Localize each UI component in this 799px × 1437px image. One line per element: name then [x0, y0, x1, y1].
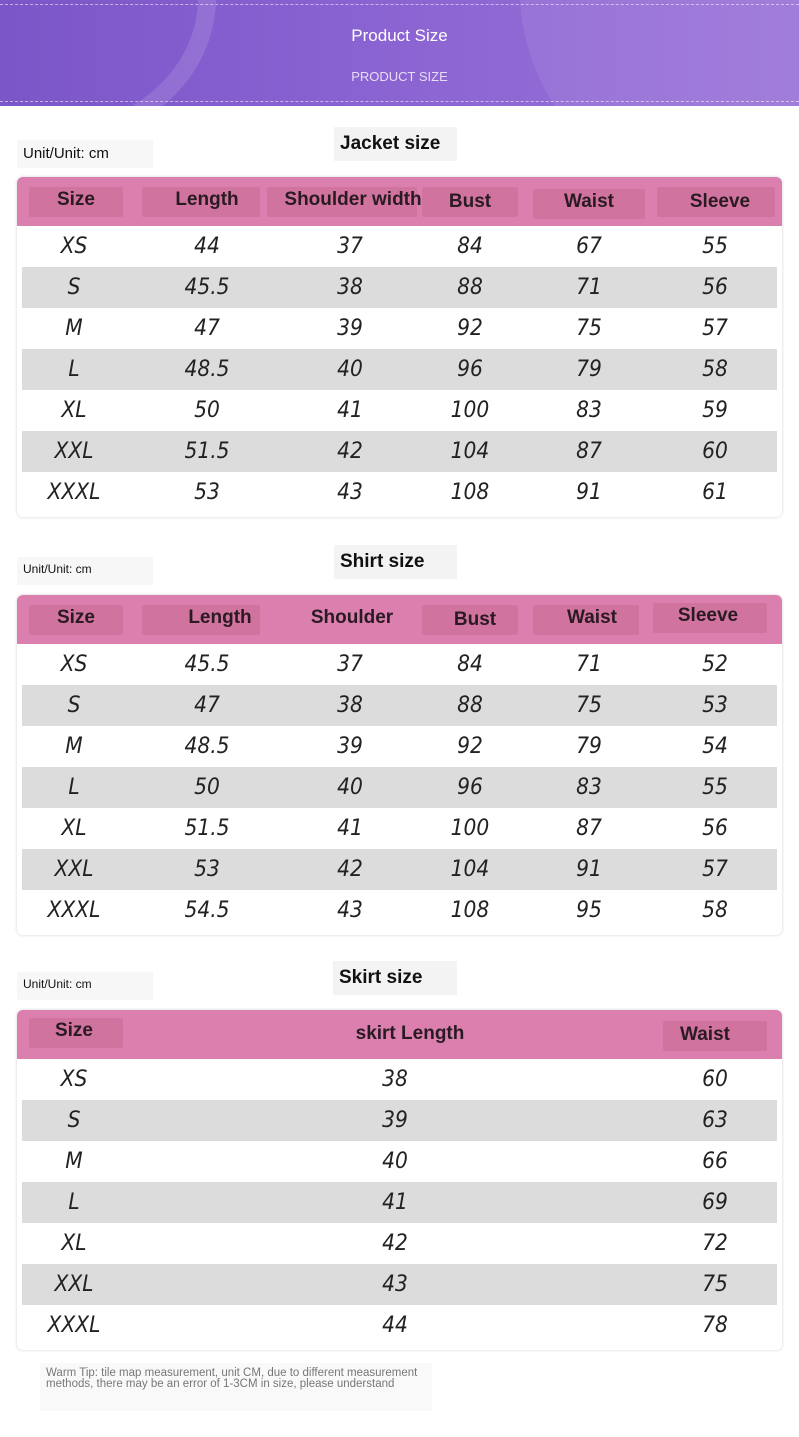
jacket-size-title: Jacket size: [334, 127, 457, 161]
jacket-size-table: [17, 177, 782, 517]
cell-bust: 84: [457, 234, 483, 259]
table-row: [22, 1182, 777, 1223]
header-length: Length: [175, 189, 239, 210]
cell-bust: 104: [450, 857, 490, 882]
cell-bust: 84: [457, 652, 483, 677]
cell-waist: 78: [702, 1313, 728, 1338]
cell-waist: 69: [702, 1190, 728, 1215]
cell-bust: 108: [450, 480, 490, 505]
cell-shoulder: 41: [337, 816, 363, 841]
cell-sleeve: 57: [702, 857, 728, 882]
cell-skirt-length: 42: [382, 1231, 408, 1256]
cell-waist: 87: [576, 439, 602, 464]
cell-skirt-length: 44: [382, 1313, 408, 1338]
cell-size: M: [65, 316, 83, 341]
cell-skirt-length: 38: [382, 1067, 408, 1092]
table-row: [22, 849, 777, 890]
cell-bust: 100: [450, 398, 490, 423]
cell-sleeve: 61: [702, 480, 728, 505]
cell-size: XL: [61, 816, 87, 841]
cell-size: L: [68, 775, 80, 800]
banner-decoration: [0, 0, 216, 106]
cell-size: XXXL: [47, 480, 101, 505]
cell-shoulder: 42: [337, 857, 363, 882]
cell-bust: 100: [450, 816, 490, 841]
cell-shoulder: 39: [337, 316, 363, 341]
cell-shoulder: 40: [337, 357, 363, 382]
header-size: Size: [56, 189, 96, 210]
cell-size: XS: [60, 234, 88, 259]
shirt-size-title: Shirt size: [334, 545, 457, 579]
table-row: [17, 890, 782, 931]
cell-size: L: [68, 357, 80, 382]
cell-waist: 83: [576, 775, 602, 800]
cell-shoulder: 38: [337, 275, 363, 300]
cell-waist: 79: [576, 357, 602, 382]
banner-dashed-border: [0, 101, 799, 102]
cell-waist: 87: [576, 816, 602, 841]
table-row: [17, 308, 782, 349]
warm-tip-note: Warm Tip: tile map measurement, unit CM, due to different measurement methods, there may be an error of 1-3CM in size, please understand: [40, 1363, 432, 1411]
header-sleeve: Sleeve: [689, 191, 751, 212]
cell-shoulder: 43: [337, 480, 363, 505]
cell-length: 53: [194, 480, 220, 505]
cell-shoulder: 42: [337, 439, 363, 464]
cell-waist: 66: [702, 1149, 728, 1174]
table-row: [22, 349, 777, 390]
cell-shoulder: 37: [337, 652, 363, 677]
table-row: [22, 1100, 777, 1141]
banner-decoration: [520, 0, 799, 106]
table-header: [17, 595, 782, 644]
cell-waist: 79: [576, 734, 602, 759]
cell-length: 50: [194, 398, 220, 423]
cell-shoulder: 43: [337, 898, 363, 923]
shirt-size-table: [17, 595, 782, 935]
header-sleeve: Sleeve: [677, 605, 739, 626]
cell-sleeve: 58: [702, 898, 728, 923]
cell-length: 53: [194, 857, 220, 882]
cell-sleeve: 59: [702, 398, 728, 423]
product-size-banner: [0, 0, 799, 106]
table-row: [17, 390, 782, 431]
cell-waist: 91: [576, 857, 602, 882]
cell-sleeve: 60: [702, 439, 728, 464]
cell-size: XXL: [54, 439, 94, 464]
cell-size: XL: [61, 398, 87, 423]
cell-skirt-length: 40: [382, 1149, 408, 1174]
cell-bust: 108: [450, 898, 490, 923]
table-row: [17, 1305, 782, 1346]
table-row: [22, 267, 777, 308]
header-size: Size: [56, 607, 96, 628]
cell-length: 47: [194, 316, 220, 341]
skirt-size-title: Skirt size: [333, 961, 457, 995]
cell-shoulder: 41: [337, 398, 363, 423]
cell-waist: 91: [576, 480, 602, 505]
table-row: [17, 726, 782, 767]
cell-size: S: [67, 693, 81, 718]
cell-bust: 88: [457, 275, 483, 300]
cell-size: L: [68, 1190, 80, 1215]
skirt-size-table: [17, 1010, 782, 1350]
cell-size: M: [65, 734, 83, 759]
cell-waist: 67: [576, 234, 602, 259]
cell-size: XL: [61, 1231, 87, 1256]
cell-length: 45.5: [184, 275, 230, 300]
cell-shoulder: 39: [337, 734, 363, 759]
cell-skirt-length: 39: [382, 1108, 408, 1133]
cell-waist: 71: [576, 652, 602, 677]
header-shoulder-width: Shoulder width: [284, 189, 422, 210]
table-header: [17, 177, 782, 226]
jacket-unit-label: Unit/Unit: cm: [17, 140, 153, 168]
cell-waist: 83: [576, 398, 602, 423]
cell-length: 50: [194, 775, 220, 800]
cell-shoulder: 38: [337, 693, 363, 718]
header-length: Length: [188, 607, 252, 628]
cell-sleeve: 52: [702, 652, 728, 677]
cell-bust: 88: [457, 693, 483, 718]
table-row: [17, 644, 782, 685]
cell-length: 51.5: [184, 439, 230, 464]
table-row: [22, 685, 777, 726]
cell-waist: 75: [702, 1272, 728, 1297]
cell-skirt-length: 41: [382, 1190, 408, 1215]
cell-sleeve: 58: [702, 357, 728, 382]
header-waist: Waist: [680, 1024, 730, 1045]
table-header: [17, 1010, 782, 1059]
header-waist: Waist: [567, 607, 617, 628]
cell-sleeve: 54: [702, 734, 728, 759]
cell-length: 44: [194, 234, 220, 259]
cell-length: 51.5: [184, 816, 230, 841]
cell-size: S: [67, 1108, 81, 1133]
table-row: [17, 226, 782, 267]
cell-size: XXL: [54, 1272, 94, 1297]
cell-shoulder: 37: [337, 234, 363, 259]
cell-waist: 75: [576, 693, 602, 718]
table-row: [22, 767, 777, 808]
header-bust: Bust: [453, 609, 497, 630]
cell-sleeve: 56: [702, 816, 728, 841]
cell-length: 47: [194, 693, 220, 718]
cell-size: XS: [60, 1067, 88, 1092]
table-row: [17, 1141, 782, 1182]
cell-waist: 71: [576, 275, 602, 300]
header-size: Size: [54, 1020, 94, 1041]
table-row: [22, 1264, 777, 1305]
banner-title: Product Size: [351, 26, 448, 45]
skirt-unit-label: Unit/Unit: cm: [17, 972, 153, 1000]
cell-sleeve: 55: [702, 234, 728, 259]
cell-size: S: [67, 275, 81, 300]
cell-waist: 72: [702, 1231, 728, 1256]
table-row: [17, 808, 782, 849]
cell-skirt-length: 43: [382, 1272, 408, 1297]
cell-size: XXL: [54, 857, 94, 882]
table-row: [17, 1223, 782, 1264]
cell-shoulder: 40: [337, 775, 363, 800]
cell-size: XS: [60, 652, 88, 677]
cell-bust: 96: [457, 357, 483, 382]
cell-length: 45.5: [184, 652, 230, 677]
cell-bust: 92: [457, 734, 483, 759]
cell-size: M: [65, 1149, 83, 1174]
header-skirt-length: skirt Length: [355, 1023, 465, 1044]
shirt-unit-label: Unit/Unit: cm: [17, 557, 153, 585]
table-row: [17, 472, 782, 513]
cell-length: 54.5: [184, 898, 230, 923]
cell-sleeve: 55: [702, 775, 728, 800]
cell-waist: 95: [576, 898, 602, 923]
cell-length: 48.5: [184, 357, 230, 382]
header-bust: Bust: [448, 191, 492, 212]
cell-sleeve: 57: [702, 316, 728, 341]
cell-bust: 92: [457, 316, 483, 341]
table-row: [17, 1059, 782, 1100]
cell-waist: 60: [702, 1067, 728, 1092]
cell-size: XXXL: [47, 898, 101, 923]
cell-sleeve: 56: [702, 275, 728, 300]
header-waist: Waist: [564, 191, 614, 212]
banner-subtitle: PRODUCT SIZE: [351, 69, 448, 84]
cell-waist: 63: [702, 1108, 728, 1133]
cell-length: 48.5: [184, 734, 230, 759]
header-shoulder: Shoulder: [310, 607, 394, 628]
banner-dashed-border: [0, 4, 799, 5]
cell-bust: 96: [457, 775, 483, 800]
cell-size: XXXL: [47, 1313, 101, 1338]
cell-bust: 104: [450, 439, 490, 464]
cell-waist: 75: [576, 316, 602, 341]
table-row: [22, 431, 777, 472]
cell-sleeve: 53: [702, 693, 728, 718]
